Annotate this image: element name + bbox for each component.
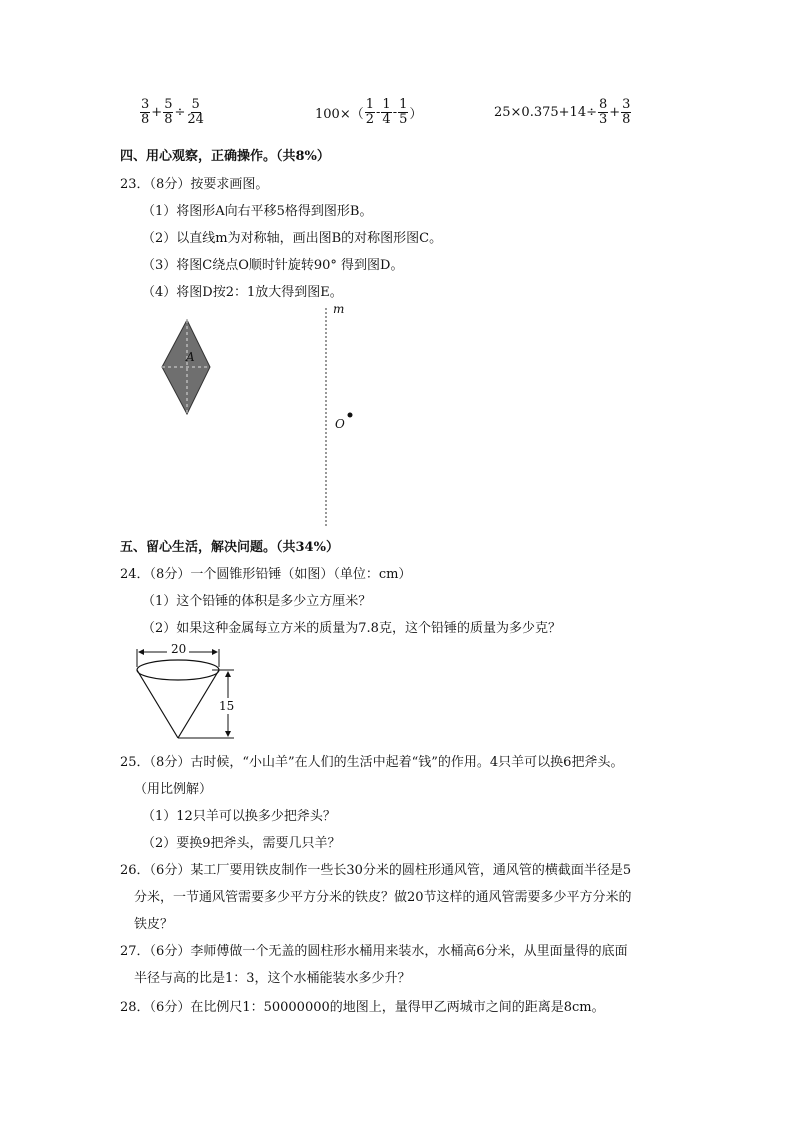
q26-line-3: 铁皮？ (134, 917, 174, 932)
q26-line-1: 26．（6分）某工厂要用铁皮制作一些长30分米的圆柱形通风管，通风管的横截面半径是5 (120, 863, 632, 878)
fraction: $\frac{1}{2}$ (365, 97, 374, 127)
label-o: O (335, 417, 345, 431)
label-m: m (333, 302, 345, 316)
fraction: $\frac{5}{24}$ (187, 97, 204, 127)
fraction: $\frac{3}{8}$ (141, 97, 150, 127)
fraction: $\frac{1}{4}$ (382, 97, 391, 127)
q24-item-2: （2）如果这种金属每立方米的质量为7.8克，这个铅锤的质量为多少克？ (142, 621, 561, 636)
point-o (348, 413, 353, 418)
cone-figure (132, 640, 252, 745)
cone-base (137, 660, 219, 680)
q23-figure (150, 300, 390, 530)
q24-item-1: （1）这个铅锤的体积是多少立方厘米？ (142, 594, 372, 609)
fraction: $\frac{8}{3}$ (598, 97, 608, 127)
q25-head: 25．（8分）古时候，“小山羊”在人们的生活中起着“钱”的作用。4只羊可以换6把斧头。 (120, 755, 624, 770)
arrow-left (138, 649, 144, 655)
q23-item-4: （4）将图D按2：1放大得到图E。 (142, 285, 343, 300)
arrow-up (225, 671, 231, 677)
q24-head: 24．（8分）一个圆锥形铅锤（如图）（单位：cm） (120, 567, 412, 582)
q28-line-1: 28．（6分）在比例尺1：50000000的地图上，量得甲乙两城市之间的距离是8cm。 (120, 1000, 605, 1015)
q25-note: （用比例解） (134, 782, 213, 797)
q23-head: 23．（8分）按要求画图。 (120, 177, 269, 192)
q26-line-2: 分米，一节通风管需要多少平方分米的铁皮？做20节这样的通风管需要多少平方分米的 (134, 890, 632, 905)
q23-item-3: （3）将图C绕点O顺时针旋转90° 得到图D。 (142, 258, 404, 273)
cone-diameter-label: 20 (171, 642, 187, 656)
fraction: $\frac{5}{8}$ (164, 97, 173, 127)
q25-item-1: （1）12只羊可以换多少把斧头？ (142, 809, 336, 824)
label-a: A (186, 350, 195, 364)
fraction: $\frac{1}{5}$ (399, 97, 408, 127)
arrow-right (212, 649, 218, 655)
cone-height-label: 15 (219, 699, 235, 713)
arrow-down (225, 731, 231, 737)
expression-1: $\frac{3}{8}$ + $\frac{5}{8}$ ÷ $\frac{5}{24}$ (141, 97, 204, 127)
q25-item-2: （2）要换9把斧头，需要几只羊？ (142, 836, 341, 851)
expression-3: 25×0.375+14÷ $\frac{8}{3}$ + $\frac{3}{8}$ (494, 97, 631, 127)
q23-item-1: （1）将图形A向右平移5格得到图形B。 (142, 204, 373, 219)
section-4-title: 四、用心观察，正确操作。（共8%） (120, 149, 330, 164)
expression-2: 100×（ $\frac{1}{2}$ - $\frac{1}{4}$ - $\frac{1}{5}$ ） (315, 97, 423, 127)
q27-line-1: 27．（6分）李师傅做一个无盖的圆柱形水桶用来装水，水桶高6分米，从里面量得的底面 (120, 944, 628, 959)
q23-item-2: （2）以直线m为对称轴，画出图B的对称图形图C。 (142, 231, 443, 246)
q27-line-2: 半径与高的比是1：3，这个水桶能装水多少升？ (134, 971, 411, 986)
section-5-title: 五、留心生活，解决问题。（共34%） (120, 540, 339, 555)
fraction: $\frac{3}{8}$ (622, 97, 631, 127)
